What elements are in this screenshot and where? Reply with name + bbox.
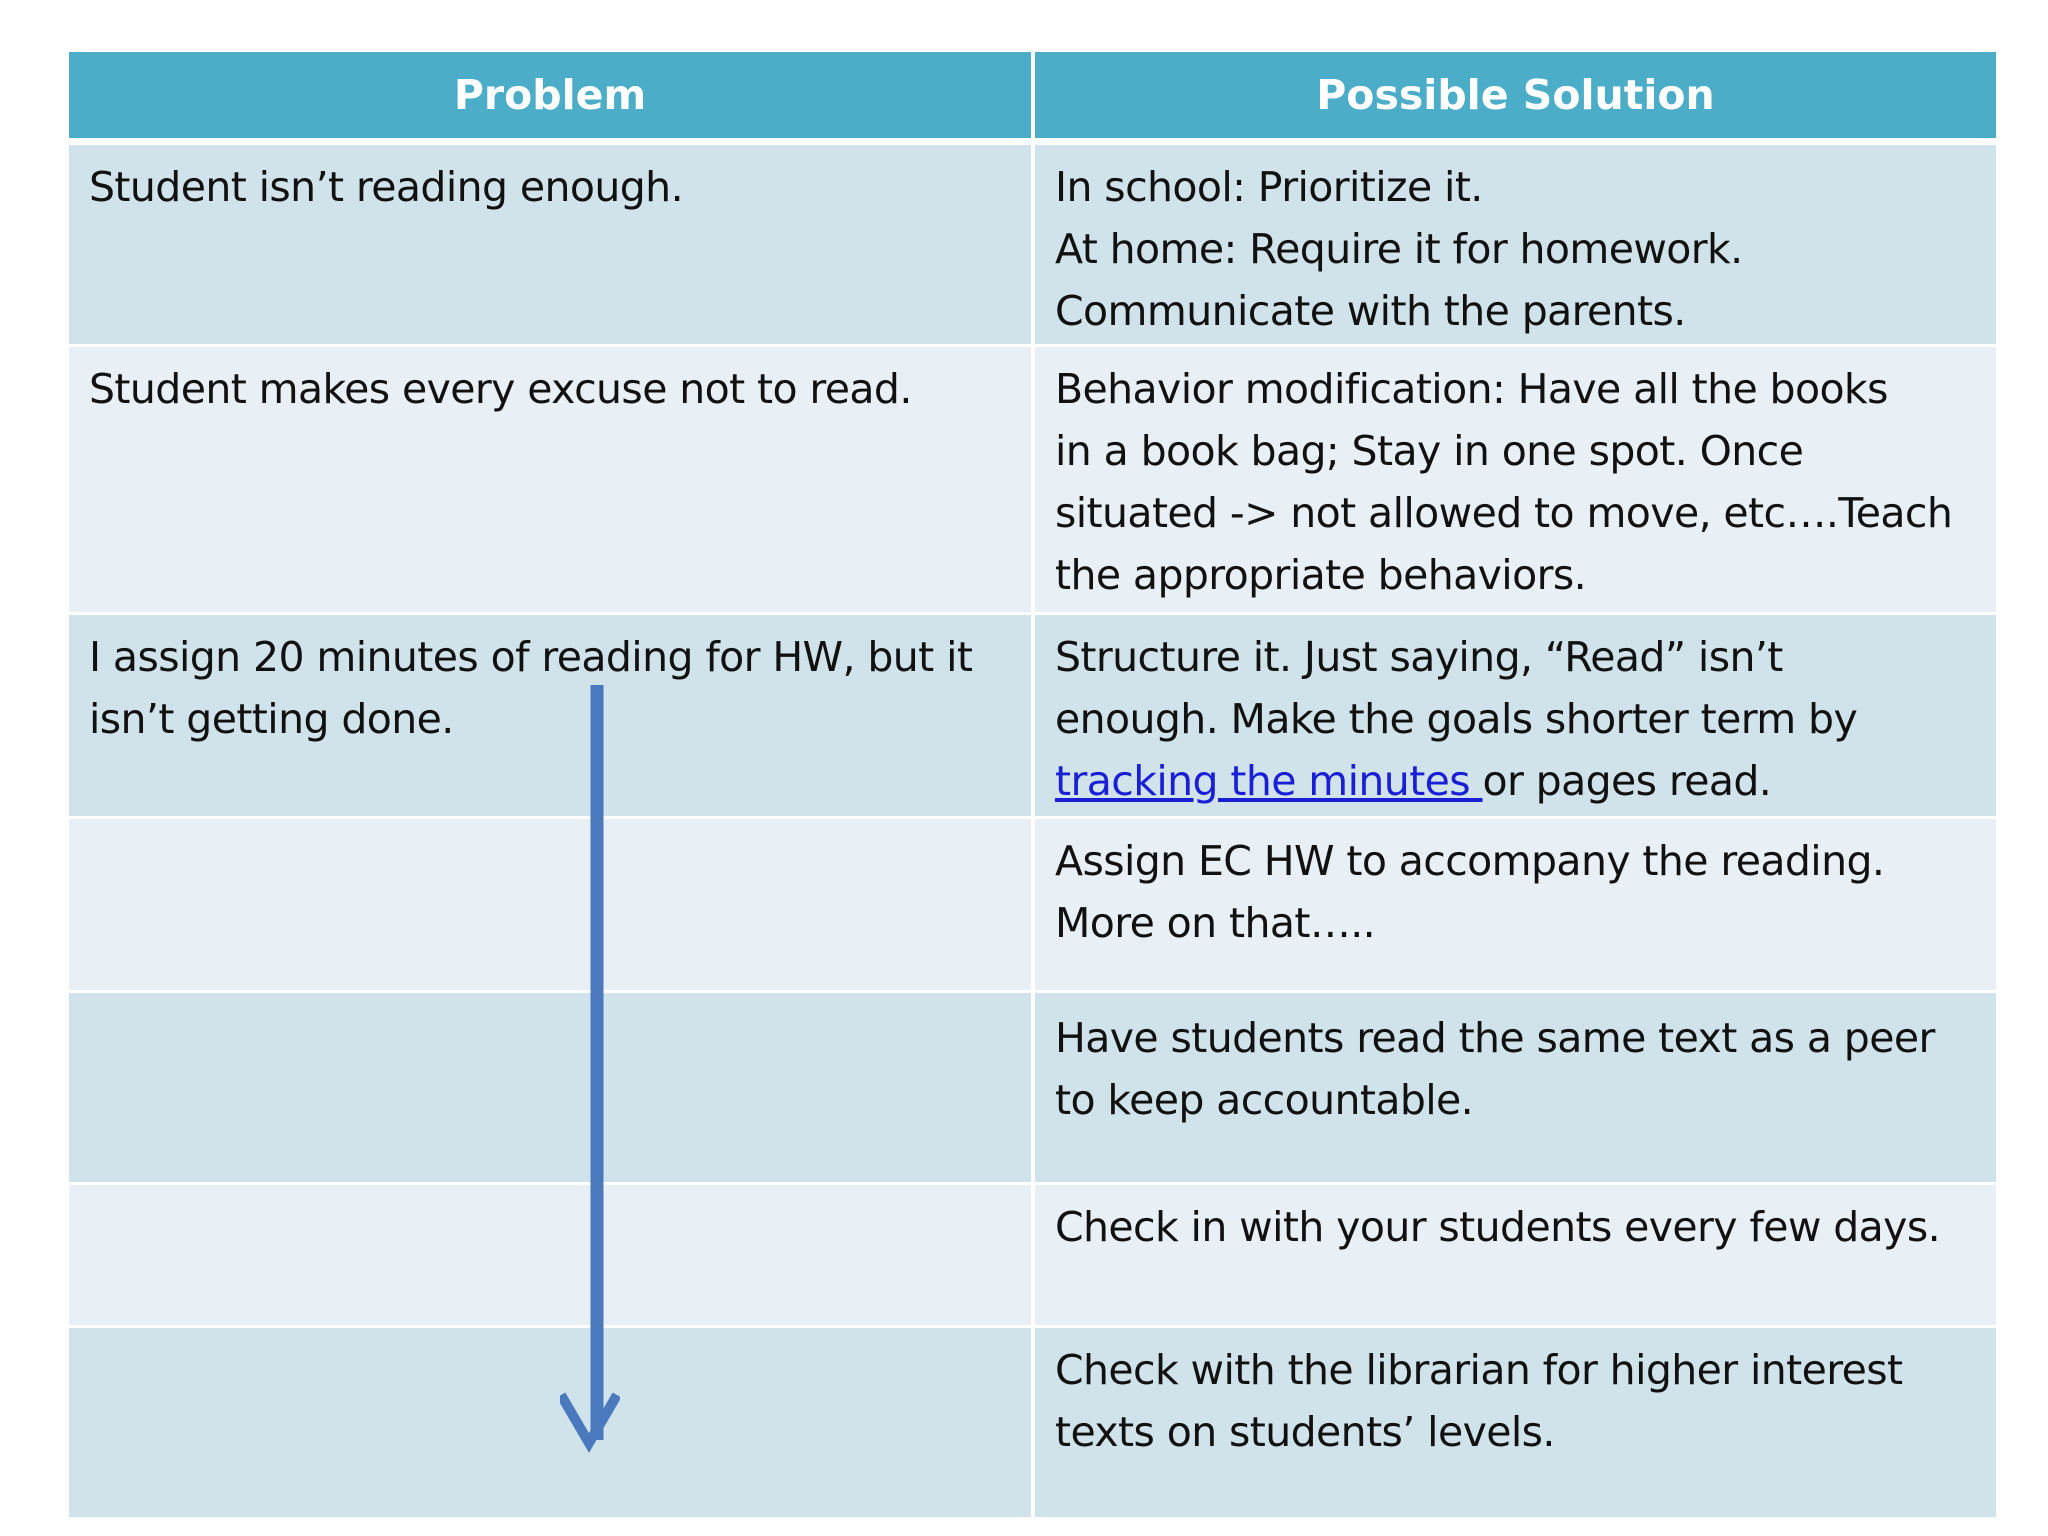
table-row bbox=[69, 818, 1996, 992]
solution-text: More on that….. bbox=[1055, 899, 1376, 947]
solution-cell bbox=[1033, 346, 1996, 614]
table-row bbox=[69, 992, 1996, 1184]
header-solution: Possible Solution bbox=[1033, 52, 1996, 142]
header-row bbox=[69, 52, 1996, 142]
solution-text: situated -> not allowed to move, etc….Teach bbox=[1055, 489, 1953, 537]
solution-link-line bbox=[1055, 750, 1978, 812]
solution-text: Assign EC HW to accompany the reading. bbox=[1055, 837, 1885, 885]
solution-text: Behavior modification: Have all the books bbox=[1055, 365, 1888, 413]
table-row bbox=[69, 1184, 1996, 1327]
problem-cell bbox=[69, 346, 1033, 614]
solution-text: or pages read. bbox=[1482, 757, 1772, 805]
solution-cell bbox=[1033, 142, 1996, 346]
problem-text: isn’t getting done. bbox=[89, 695, 454, 743]
table-row bbox=[69, 142, 1996, 346]
solution-cell bbox=[1033, 1327, 1996, 1519]
solution-text: Check in with your students every few days. bbox=[1055, 1203, 1941, 1251]
problem-cell bbox=[69, 1327, 1033, 1519]
problem-cell bbox=[69, 818, 1033, 992]
solution-text: At home: Require it for homework. bbox=[1055, 225, 1743, 273]
problem-solution-table bbox=[69, 52, 1996, 1520]
problem-cell bbox=[69, 992, 1033, 1184]
table-row bbox=[69, 1327, 1996, 1519]
table-row bbox=[69, 346, 1996, 614]
header-problem: Problem bbox=[69, 52, 1033, 142]
tracking-minutes-link[interactable]: tracking the minutes bbox=[1055, 757, 1483, 805]
solution-cell bbox=[1033, 818, 1996, 992]
problem-text: I assign 20 minutes of reading for HW, but it bbox=[89, 633, 973, 681]
table-row bbox=[69, 614, 1996, 818]
problem-cell bbox=[69, 614, 1033, 818]
problem-text: Student isn’t reading enough. bbox=[89, 163, 683, 211]
solution-text: texts on students’ levels. bbox=[1055, 1408, 1555, 1456]
solution-text: Communicate with the parents. bbox=[1055, 287, 1686, 335]
problem-cell bbox=[69, 1184, 1033, 1327]
solution-text: Structure it. Just saying, “Read” isn’t bbox=[1055, 633, 1783, 681]
problem-text: Student makes every excuse not to read. bbox=[89, 365, 912, 413]
solution-text: In school: Prioritize it. bbox=[1055, 163, 1483, 211]
solution-text: enough. Make the goals shorter term by bbox=[1055, 695, 1858, 743]
solution-text: Check with the librarian for higher interest bbox=[1055, 1346, 1903, 1394]
solution-text: Have students read the same text as a peer bbox=[1055, 1014, 1935, 1062]
solution-cell bbox=[1033, 614, 1996, 818]
down-arrow-icon bbox=[560, 680, 620, 1455]
solution-cell bbox=[1033, 1184, 1996, 1327]
solution-text: the appropriate behaviors. bbox=[1055, 551, 1587, 599]
solution-text: to keep accountable. bbox=[1055, 1076, 1474, 1124]
solution-cell bbox=[1033, 992, 1996, 1184]
problem-cell bbox=[69, 142, 1033, 346]
solution-text: in a book bag; Stay in one spot. Once bbox=[1055, 427, 1804, 475]
